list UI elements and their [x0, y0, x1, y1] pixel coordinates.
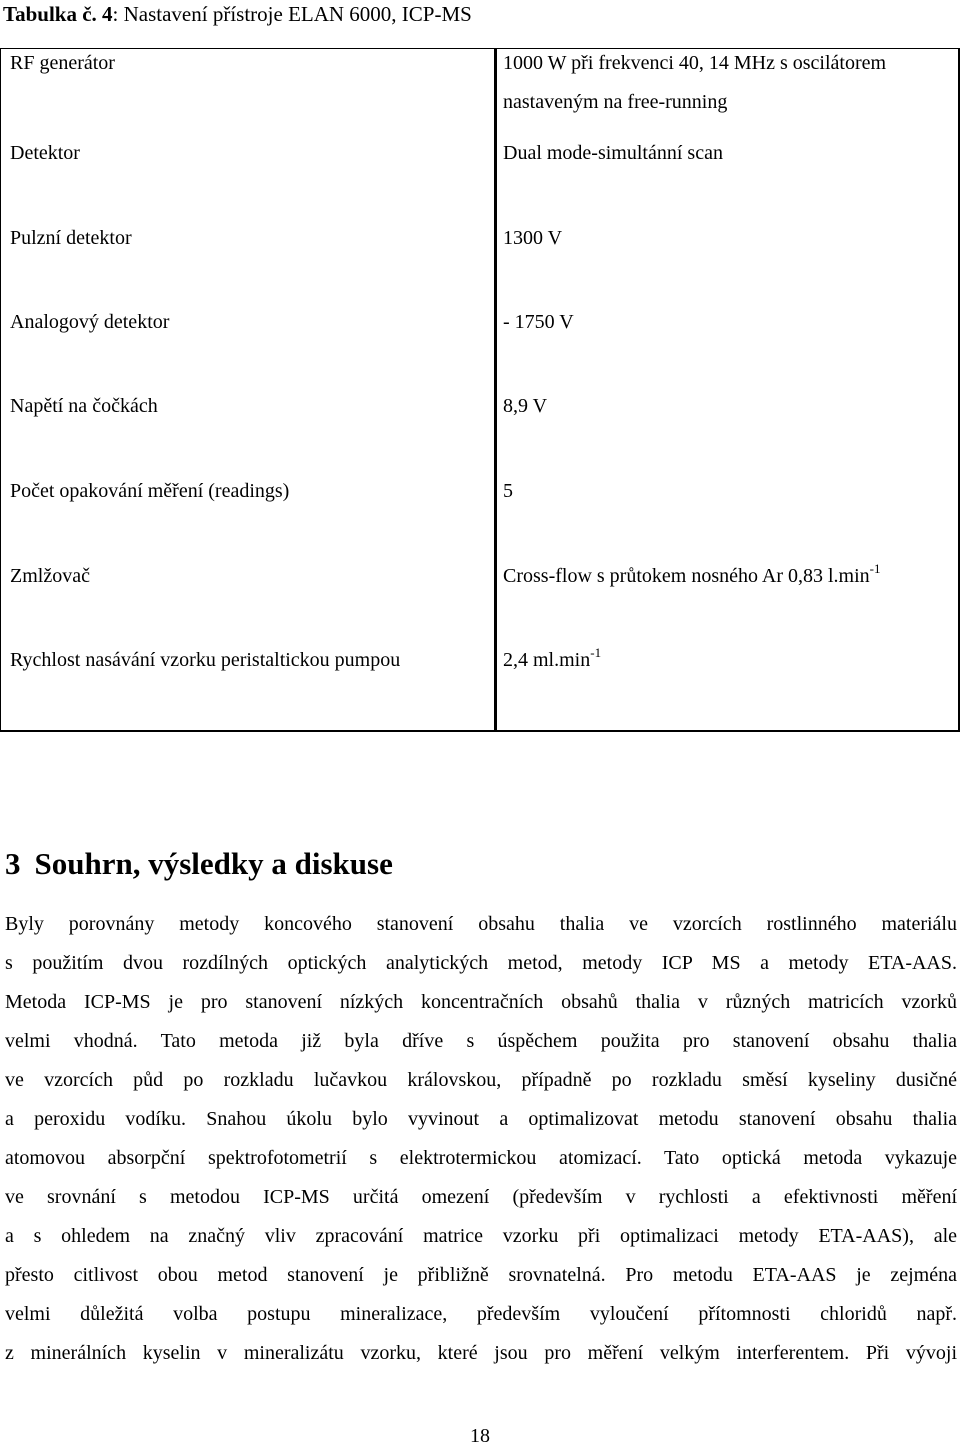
table-border-top — [0, 48, 960, 49]
table-row-lens-value: 8,9 V — [503, 395, 548, 417]
paragraph-line: s použitím dvou rozdílných optických analytických metod, metody ICP MS a metody ETA-AAS. — [5, 952, 957, 974]
table-row-rf-value: 1000 W při frekvenci 40, 14 MHz s oscilátorem — [503, 52, 887, 74]
paragraph-line: Byly porovnány metody koncového stanovení obsahu thalia ve vzorcích rostlinného materiálu — [5, 913, 957, 935]
table-row-pump-value — [503, 645, 602, 672]
paragraph-line: atomovou absorpční spektrofotometrií s elektrotermickou atomizací. Tato optická metoda vykazuje — [5, 1147, 957, 1169]
table-row-pulse-value: 1300 V — [503, 227, 563, 249]
table-row-rf-value-line2: nastaveným na free-running — [503, 91, 728, 113]
section-heading — [5, 846, 393, 882]
pump-value-exponent: -1 — [590, 645, 602, 660]
table-row-pulse-param: Pulzní detektor — [10, 227, 132, 249]
section-number: 3 — [5, 846, 21, 881]
nebulizer-value-exponent: -1 — [869, 561, 881, 576]
table-caption — [3, 2, 472, 26]
paragraph-line: a peroxidu vodíku. Snahou úkolu bylo vyvinout a optimalizovat metodu stanovení obsahu thalia — [5, 1108, 957, 1130]
table-row-nebulizer-param: Zmlžovač — [10, 565, 90, 587]
nebulizer-value-text: Cross-flow s průtokem nosného Ar 0,83 l.min — [503, 565, 870, 587]
settings-table — [0, 48, 960, 732]
table-row-detector-param: Detektor — [10, 142, 80, 164]
table-column-divider — [494, 48, 497, 732]
section-title: Souhrn, výsledky a diskuse — [34, 846, 393, 881]
table-row-readings-value: 5 — [503, 480, 513, 502]
paragraph-line: Metoda ICP-MS je pro stanovení nízkých koncentračních obsahů thalia v různých matricích vzorků — [5, 991, 957, 1013]
table-border-bottom — [0, 730, 960, 732]
paragraph-line: velmi vhodná. Tato metoda již byla dříve s úspěchem použita pro stanovení obsahu thalia — [5, 1030, 957, 1052]
pump-value-text: 2,4 ml.min — [503, 649, 591, 671]
table-row-analog-param: Analogový detektor — [10, 311, 170, 333]
table-border-left — [0, 48, 1, 732]
paragraph-line: přesto citlivost obou metod stanovení je přibližně srovnatelná. Pro metodu ETA-AAS je zejména — [5, 1264, 957, 1286]
paragraph-line: z minerálních kyselin v mineralizátu vzorku, které jsou pro měření velkým interferentem. Při vývoji — [5, 1342, 957, 1364]
table-row-analog-value: - 1750 V — [503, 311, 574, 333]
caption-text: : Nastavení přístroje ELAN 6000, ICP-MS — [112, 2, 472, 26]
paragraph-line: a s ohledem na značný vliv zpracování matrice vzorku při optimalizaci metody ETA-AAS), ale — [5, 1225, 957, 1247]
table-row-lens-param: Napětí na čočkách — [10, 395, 158, 417]
body-paragraph — [5, 905, 957, 1373]
paragraph-line: ve srovnání s metodou ICP-MS určitá omezení (především v rychlosti a efektivnosti měření — [5, 1186, 957, 1208]
table-row-nebulizer-value — [503, 561, 881, 588]
table-row-pump-param: Rychlost nasávání vzorku peristaltickou pumpou — [10, 649, 401, 671]
caption-label: Tabulka č. 4 — [3, 2, 113, 26]
paragraph-line: ve vzorcích půd po rozkladu lučavkou královskou, případně po rozkladu směsí kyseliny dusičné — [5, 1069, 957, 1091]
page-number: 18 — [470, 1425, 490, 1447]
table-row-readings-param: Počet opakování měření (readings) — [10, 480, 290, 502]
paragraph-line: velmi důležitá volba postupu mineralizace, především vyloučení přítomnosti chloridů např. — [5, 1303, 957, 1325]
table-row-detector-value: Dual mode-simultánní scan — [503, 142, 723, 164]
table-row-rf-param: RF generátor — [10, 52, 115, 74]
